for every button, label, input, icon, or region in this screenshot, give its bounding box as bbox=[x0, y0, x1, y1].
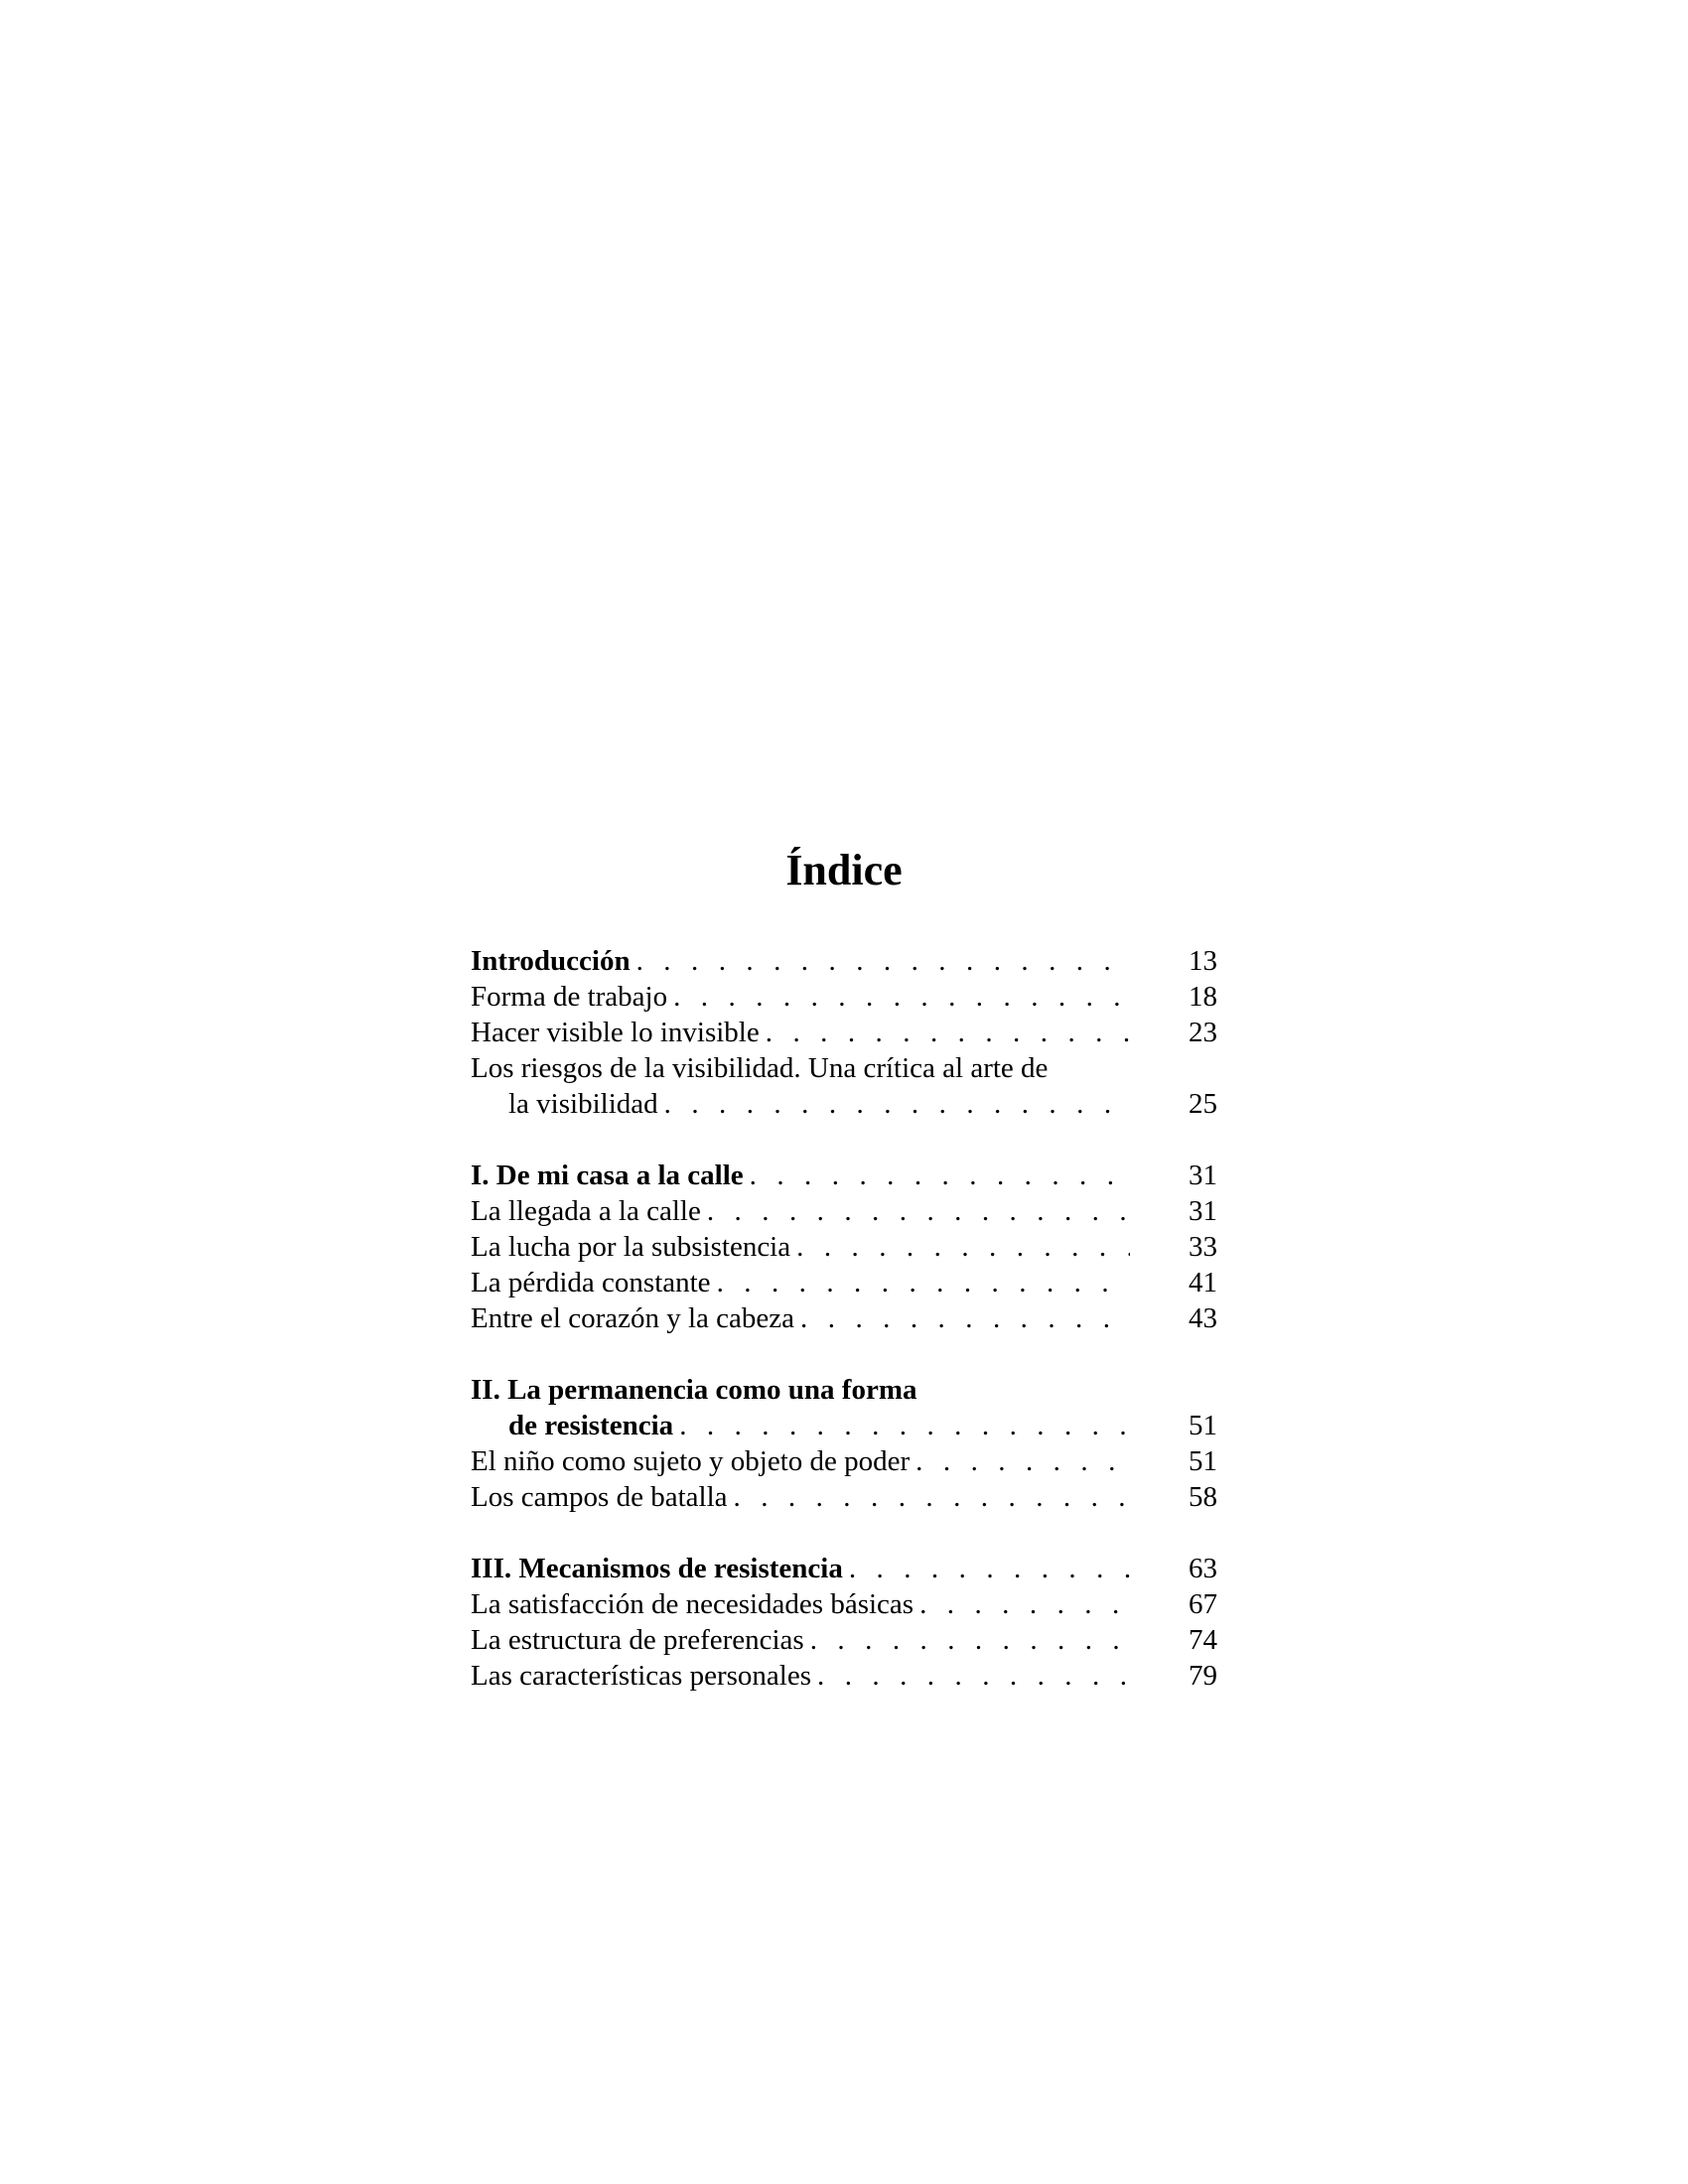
dot-leader bbox=[811, 1658, 1130, 1694]
toc-page-number: 51 bbox=[1189, 1410, 1217, 1441]
toc-entry-title: Los campos de batalla bbox=[471, 1481, 728, 1513]
toc-entry-title: Introducción bbox=[471, 945, 631, 977]
toc-section bbox=[471, 1158, 1217, 1336]
toc-entry bbox=[471, 1050, 1217, 1086]
toc-page-number: 41 bbox=[1189, 1267, 1217, 1298]
toc-entry-title: La satisfacción de necesidades básicas bbox=[471, 1588, 914, 1620]
toc-page-number: 13 bbox=[1189, 945, 1217, 977]
toc-entry-title: Forma de trabajo bbox=[471, 981, 668, 1013]
dot-leader bbox=[790, 1229, 1130, 1265]
toc-entry bbox=[471, 1193, 1217, 1229]
toc-entry-title: la visibilidad bbox=[508, 1088, 658, 1120]
toc-entry-title: El niño como sujeto y objeto de poder bbox=[471, 1445, 911, 1477]
toc-section bbox=[471, 943, 1217, 1122]
toc-entry bbox=[471, 979, 1217, 1015]
toc-page-number: 18 bbox=[1189, 981, 1217, 1013]
toc-entry-title: Los riesgos de la visibilidad. Una crítica al arte de bbox=[471, 1052, 1049, 1084]
toc-entry-title: I. De mi casa a la calle bbox=[471, 1160, 744, 1191]
dot-leader bbox=[914, 1586, 1130, 1622]
toc-page-number: 67 bbox=[1189, 1588, 1217, 1620]
toc-entry-title: La llegada a la calle bbox=[471, 1195, 701, 1227]
toc-entry bbox=[471, 1015, 1217, 1050]
toc-entry-title: La pérdida constante bbox=[471, 1267, 711, 1298]
toc-entry-title: III. Mecanismos de resistencia bbox=[471, 1553, 843, 1584]
dot-leader bbox=[673, 1408, 1130, 1443]
toc-page-number: 25 bbox=[1189, 1088, 1217, 1120]
toc-chapter-entry bbox=[471, 1372, 1217, 1408]
toc-chapter-entry bbox=[471, 943, 1217, 979]
dot-leader bbox=[804, 1622, 1130, 1658]
toc-entry-title: La estructura de preferencias bbox=[471, 1624, 804, 1656]
toc-entry bbox=[471, 1086, 1217, 1122]
toc-page-number: 63 bbox=[1189, 1553, 1217, 1584]
toc-page-number: 31 bbox=[1189, 1195, 1217, 1227]
toc-page-number: 43 bbox=[1189, 1302, 1217, 1334]
toc-page-number: 33 bbox=[1189, 1231, 1217, 1263]
dot-leader bbox=[760, 1015, 1130, 1050]
toc-chapter-entry bbox=[471, 1158, 1217, 1193]
toc-page-number: 74 bbox=[1189, 1624, 1217, 1656]
dot-leader bbox=[667, 979, 1130, 1015]
toc-entry bbox=[471, 1622, 1217, 1658]
toc-page-number: 58 bbox=[1189, 1481, 1217, 1513]
toc-entry bbox=[471, 1443, 1217, 1479]
toc-section bbox=[471, 1372, 1217, 1515]
toc-entry-title: Entre el corazón y la cabeza bbox=[471, 1302, 795, 1334]
toc-page-number: 31 bbox=[1189, 1160, 1217, 1191]
toc-entry-title: Las características personales bbox=[471, 1660, 811, 1692]
toc-chapter-entry bbox=[471, 1408, 1217, 1443]
toc-entry bbox=[471, 1229, 1217, 1265]
toc-entry bbox=[471, 1265, 1217, 1300]
toc-page-number: 23 bbox=[1189, 1017, 1217, 1048]
dot-leader bbox=[794, 1300, 1130, 1336]
toc-entry-title: Hacer visible lo invisible bbox=[471, 1017, 760, 1048]
toc-entry bbox=[471, 1586, 1217, 1622]
table-of-contents bbox=[471, 943, 1217, 1729]
toc-entry-title: II. La permanencia como una forma bbox=[471, 1374, 917, 1406]
toc-entry bbox=[471, 1300, 1217, 1336]
toc-chapter-entry bbox=[471, 1551, 1217, 1586]
toc-section bbox=[471, 1551, 1217, 1694]
dot-leader bbox=[658, 1086, 1130, 1122]
dot-leader bbox=[711, 1265, 1130, 1300]
dot-leader bbox=[910, 1443, 1130, 1479]
toc-entry-title: de resistencia bbox=[508, 1410, 674, 1441]
page-title: Índice bbox=[785, 846, 903, 895]
dot-leader bbox=[728, 1479, 1131, 1515]
toc-page-number: 79 bbox=[1189, 1660, 1217, 1692]
dot-leader bbox=[744, 1158, 1130, 1193]
toc-entry bbox=[471, 1479, 1217, 1515]
toc-entry bbox=[471, 1658, 1217, 1694]
toc-page-number: 51 bbox=[1189, 1445, 1217, 1477]
toc-entry-title: La lucha por la subsistencia bbox=[471, 1231, 791, 1263]
dot-leader bbox=[701, 1193, 1130, 1229]
dot-leader bbox=[631, 943, 1130, 979]
dot-leader bbox=[843, 1551, 1130, 1586]
